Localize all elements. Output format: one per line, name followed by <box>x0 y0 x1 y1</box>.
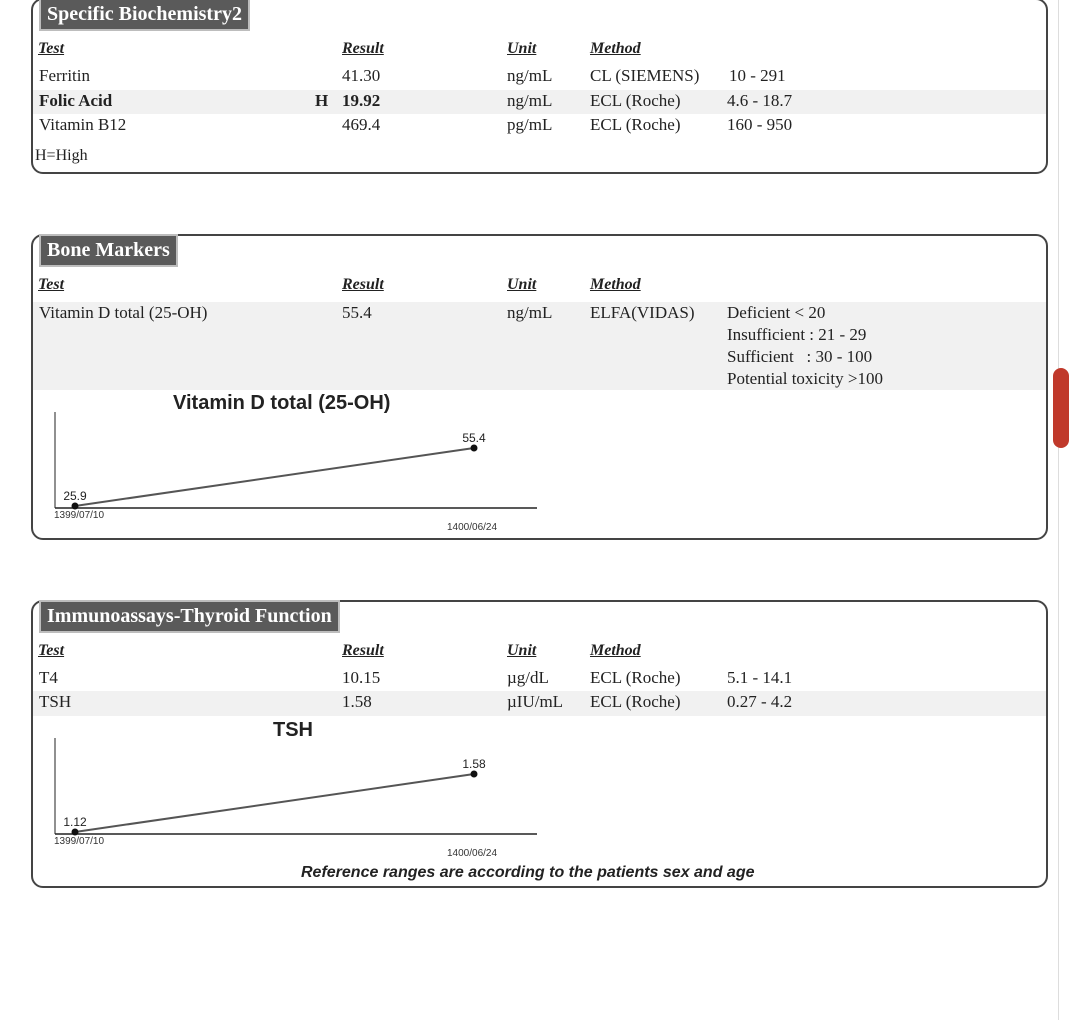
range-insufficient: Insufficient : 21 - 29 <box>727 325 867 344</box>
table-row-method: ECL (Roche) <box>590 692 681 711</box>
section-title: Immunoassays-Thyroid Function <box>39 600 340 633</box>
table-row-result: 55.4 <box>342 303 372 322</box>
range-deficient: Deficient < 20 <box>727 303 826 322</box>
range-toxicity: Potential toxicity >100 <box>727 369 883 388</box>
table-row-test: Folic Acid <box>39 91 113 110</box>
table-row-result: 469.4 <box>342 115 381 134</box>
table-row-test: T4 <box>39 668 58 687</box>
table-row-test: Vitamin D total (25-OH) <box>39 303 208 322</box>
x-tick-label: 1399/07/10 <box>54 836 105 847</box>
scrollbar-track[interactable] <box>1058 0 1059 1020</box>
table-row-method: CL (SIEMENS) <box>590 66 700 85</box>
table-row-test: Vitamin B12 <box>39 115 127 134</box>
table-row-range: 0.27 - 4.2 <box>727 692 793 711</box>
header-method: Method <box>590 276 641 293</box>
table-row-result: 10.15 <box>342 668 381 687</box>
table-row-method: ELFA(VIDAS) <box>590 303 695 322</box>
table-row-unit: µIU/mL <box>507 692 564 711</box>
data-label: 25.9 <box>63 489 87 503</box>
table-row-unit: ng/mL <box>507 66 553 85</box>
header-test: Test <box>38 642 65 659</box>
data-point <box>471 771 478 778</box>
table-row-result: 19.92 <box>342 91 381 110</box>
table-row-method: ECL (Roche) <box>590 115 681 134</box>
scrollbar-thumb[interactable] <box>1053 368 1069 448</box>
header-method: Method <box>590 40 641 57</box>
header-unit: Unit <box>507 40 537 57</box>
table-row-unit: ng/mL <box>507 303 553 322</box>
data-label: 55.4 <box>462 431 486 445</box>
table-row-range: 10 - 291 <box>729 66 786 85</box>
panel-specific-biochemistry <box>31 0 1048 174</box>
table-row-unit: ng/mL <box>507 91 553 110</box>
reference-footnote: Reference ranges are according to the patients sex and age <box>301 864 755 881</box>
header-unit: Unit <box>507 276 537 293</box>
header-method: Method <box>590 642 641 659</box>
data-point <box>72 829 79 836</box>
x-tick-label: 1400/06/24 <box>447 522 498 533</box>
panel-bone-markers <box>31 234 1048 540</box>
table-row-unit: µg/dL <box>507 668 549 687</box>
chart-title: TSH <box>273 719 313 741</box>
header-result: Result <box>342 276 384 293</box>
table-row-range: 5.1 - 14.1 <box>727 668 793 687</box>
header-test: Test <box>38 40 65 57</box>
series-line <box>75 774 474 832</box>
data-label: 1.58 <box>462 757 486 771</box>
table-row-method: ECL (Roche) <box>590 668 681 687</box>
table-row-range: 4.6 - 18.7 <box>727 91 793 110</box>
range-sufficient: Sufficient : 30 - 100 <box>727 347 873 366</box>
table-row-test: Ferritin <box>39 66 90 85</box>
data-point <box>72 503 79 510</box>
section-title: Bone Markers <box>39 234 178 267</box>
data-label: 1.12 <box>63 815 87 829</box>
header-result: Result <box>342 642 384 659</box>
section-title: Specific Biochemistry2 <box>39 0 250 31</box>
data-point <box>471 445 478 452</box>
header-unit: Unit <box>507 642 537 659</box>
table-row-result: 1.58 <box>342 692 372 711</box>
vitamin-d-chart <box>47 408 547 538</box>
series-line <box>75 448 474 506</box>
table-row-test: TSH <box>39 692 72 711</box>
table-row-result: 41.30 <box>342 66 381 85</box>
header-test: Test <box>38 276 65 293</box>
tsh-chart <box>47 734 547 864</box>
chart-title: Vitamin D total (25-OH) <box>173 392 391 414</box>
table-row-unit: pg/mL <box>507 115 553 134</box>
header-result: Result <box>342 40 384 57</box>
x-tick-label: 1400/06/24 <box>447 848 498 859</box>
high-flag: H <box>315 91 329 110</box>
legend-high: H=High <box>35 147 88 164</box>
table-row-method: ECL (Roche) <box>590 91 681 110</box>
panel-thyroid-function <box>31 600 1048 888</box>
table-row-range: 160 - 950 <box>727 115 793 134</box>
x-tick-label: 1399/07/10 <box>54 510 105 521</box>
